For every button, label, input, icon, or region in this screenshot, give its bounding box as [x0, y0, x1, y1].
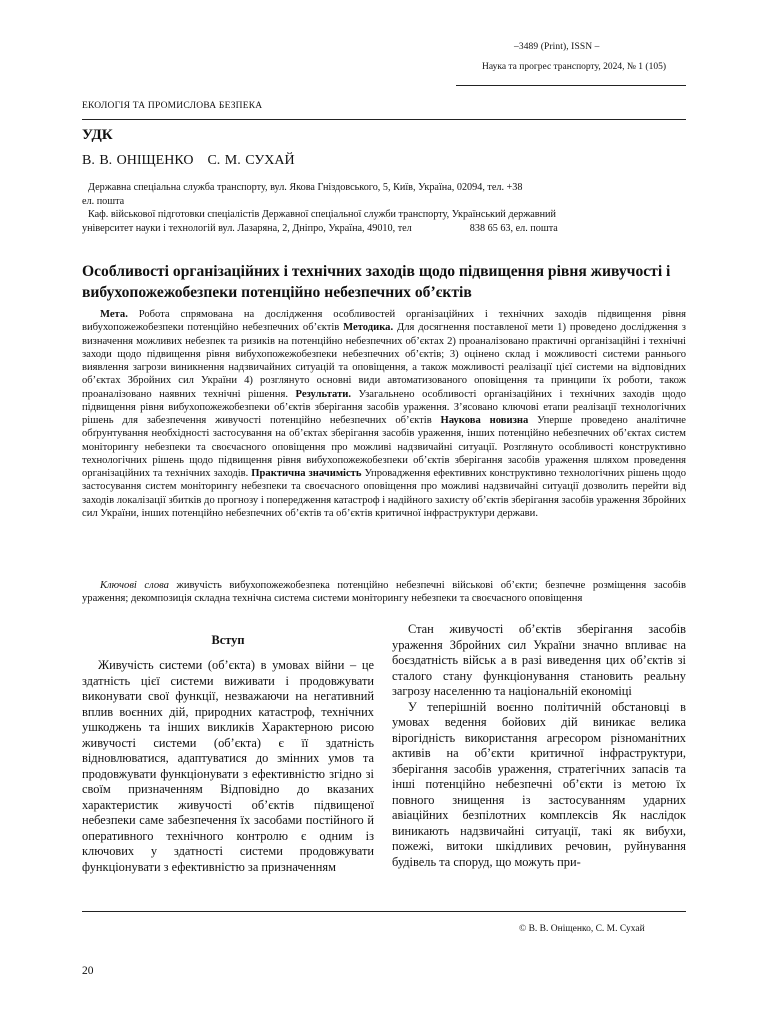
copyright: © В. В. Оніщенко, С. М. Сухай [519, 924, 645, 934]
affiliation-2-line-2: університет науки і технологій вул. Лазаряна, 2, Дніпро, Україна, 49010, тел 838 65 63, ел. пошта [82, 222, 558, 234]
abstract-practical-label: Практична значимість [251, 468, 362, 479]
keywords-label: Ключові слова [100, 580, 169, 591]
abstract: Мета. Робота спрямована на дослідження особливостей організаційних і технічних заходів підвищення рівня вибухопожежобезпеки потенційно небезпечних об’єктів Методика. Для досягнення поставленої мети 1) проведено дослідження з визначення можливих небезпек та ризиків на потенційно небезпечних об’єктах 2) проаналізовано практичні організаційні і технічні заходи щодо підвищення рівня вибухопожежобезпеки небезпечних об’єктів; 3) оцінено склад і можливості системи раннього виявлення загрози виникнення надзвичайних ситуацій та оповіщення, а також можливості реалізації цієї системи на відповідних об’єктах Збройних сил України 4) розглянуто основні види автоматизованого оповіщення та принципи їх роботи, також проаналізовано наявних технічні рішення. Результати. Узагальнено особливості організаційних і технічних заходів щодо підвищення рівня вибухопожежобезпеки об’єктів зберігання засобів ураження. З’ясовано ключові етапи реалізації технологічних рішень для забезпечення живучості потенційно небезпечних об’єктів Наукова новизна Уперше проведено аналітичне обґрунтування необхідності застосування на об’єктах зберігання засобів ураження, інших потенційно небезпечних об’єктах систем моніторингу небезпеки та своєчасного оповіщення про можливі надзвичайні ситуації. Розглянуто особливості конструктивно технологічних рішень щодо підвищення рівня вибухопожежобезпеки об’єктів зберігання засобів ураження шляхом проведення організаційних та технічних заходів. Практична значимість Упровадження ефективних конструктивно технологічних рішень щодо застосування систем моніторингу небезпеки та своєчасного оповіщення про можливі надзвичайні ситуації дозволить перейти від заходів локалізації збитків до прогнозу і попередження катастроф і надійного захисту об’єктів зберігання засобів ураження Збройних сил України, інших потенційно небезпечних об’єктів та об’єктів критичної інфраструктури держави. [82, 309, 686, 519]
abstract-novelty-label: Наукова новизна [440, 415, 529, 426]
right-paragraph-1: Стан живучості об’єктів зберігання засобів ураження Збройних сил України значно впливає на боєздатність військ а в разі виведення цих об’єктів зі сталого стану функціонування становить реальну загрозу населенню та національній економіці [392, 622, 686, 698]
footer-divider [82, 911, 686, 912]
abstract-purpose-label: Мета. [100, 309, 128, 320]
intro-left-column: Живучість системи (об’єкта) в умовах війни – це здатність цієї системи виживати і продовжувати виконувати свої функції, незважаючи на негативний вплив воєнних дій, природних катастроф, технічних ушкоджень та інших викликів Характерною рисою живучості системи (об’єкта) є її здатність відновлюватися, адаптуватися до змінних умов та продовжувати функціонувати з ефективністю згідно зі своїм призначенням Відповідно до вказаних характеристик живучості об’єктів підвищеної небезпеки саме забезпечення їх засобами постійного й оперативного технічного контролю є одним із ключових у здатності системи продовжувати функціонувати з ефективністю за призначенням [82, 658, 374, 874]
paper-title: Особливості організаційних і технічних заходів щодо підвищення рівня живучості і вибухопожежобезпеки потенційно небезпечних об’єктів [82, 263, 671, 301]
header-divider [456, 85, 686, 86]
authors-line [82, 153, 295, 169]
abstract-results-label: Результати. [295, 388, 352, 400]
author-2: С. М. СУХАЙ [207, 153, 295, 168]
author-1: В. В. ОНІЩЕНКО [82, 153, 194, 168]
page-number: 20 [82, 965, 94, 977]
affiliation-1-line-1: Державна спеціальна служба транспорту, вул. Якова Гніздовського, 5, Київ, Україна, 02094, тел. +38 [88, 182, 523, 193]
abstract-method-label: Методика. [343, 322, 394, 334]
section-divider [82, 119, 686, 120]
affiliation-2 [82, 208, 686, 235]
affiliation-2-line-1: Каф. військової підготовки спеціалістів Державної спеціальної служби транспорту, Український державний [88, 209, 556, 220]
right-paragraph-2: У теперішній воєнно політичній обстановці в умовах ведення бойових дій виникає велика вірогідність використання агресором різноманітних активів на об’єкти критичної інфраструктури, зберігання засобів ураження, стратегічних запасів та інші потенційно небезпечні об’єкти із метою їх повного знищення із застосуванням ударних авіаційних безпілотних комплексів Як наслідок виникають надзвичайні ситуації, такі як вибухи, пожежі, витоки шкідливих речовин, руйнування будівель та споруд, що можуть при- [392, 699, 686, 869]
intro-right-column [392, 622, 686, 870]
intro-heading: Вступ [211, 633, 245, 647]
udk-label: УДК [82, 127, 113, 143]
affiliation-1 [82, 181, 686, 208]
journal-reference: Наука та прогрес транспорту, 2024, № 1 (105) [482, 62, 667, 72]
section-title: ЕКОЛОГІЯ ТА ПРОМИСЛОВА БЕЗПЕКА [82, 101, 263, 111]
affiliation-1-line-2: ел. пошта [82, 195, 125, 207]
keywords: Ключові слова живучість вибухопожежобезпека потенційно небезпечні військові об’єкти; безпечне розміщення засобів ураження; декомпозиція складна технічна система системи моніторингу небезпеки та своєчасного оповіщення [82, 580, 686, 605]
issn-line: –3489 (Print), ISSN – [514, 42, 600, 52]
